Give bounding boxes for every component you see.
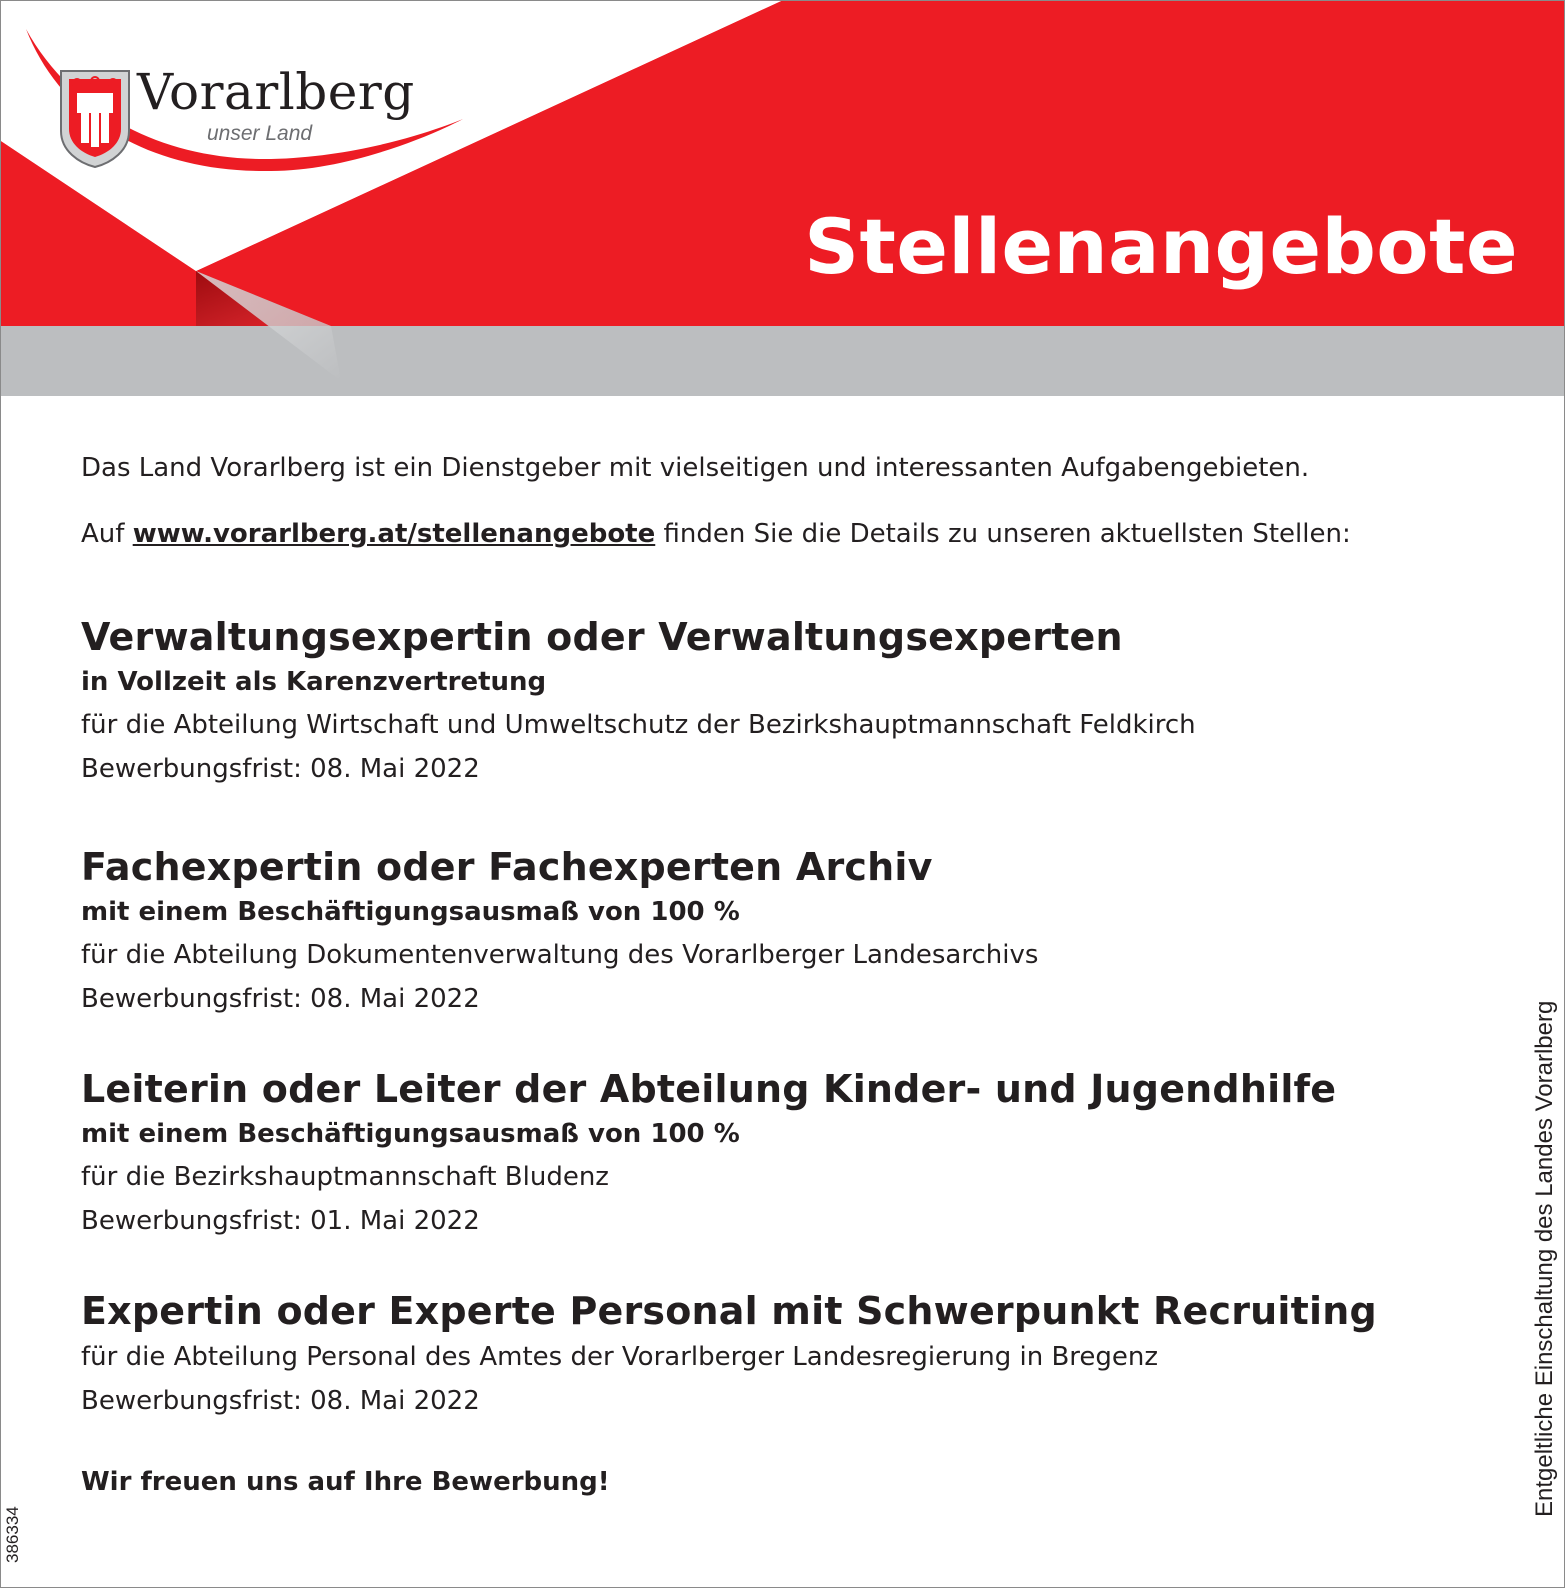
job-listing xyxy=(81,1065,1441,1243)
ad-number: 386334 xyxy=(3,1506,22,1563)
job-department: für die Abteilung Wirtschaft und Umweltschutz der Bezirkshauptmannschaft Feldkirch xyxy=(81,710,1196,740)
job-listing xyxy=(81,843,1441,1021)
intro-text xyxy=(81,451,1441,485)
intro-suffix: finden Sie die Details zu unseren aktuellsten Stellen: xyxy=(655,519,1351,549)
jobs-website-link[interactable]: www.vorarlberg.at/stellenangebote xyxy=(132,519,656,549)
job-listing xyxy=(81,613,1441,791)
closing-text: Wir freuen uns auf Ihre Bewerbung! xyxy=(81,1467,610,1497)
job-deadline: Bewerbungsfrist: 01. Mai 2022 xyxy=(81,1206,480,1236)
logo-tagline: unser Land xyxy=(207,122,313,145)
job-title: Expertin oder Experte Personal mit Schwerpunkt Recruiting xyxy=(81,1289,1377,1333)
job-department: für die Abteilung Dokumentenverwaltung des Vorarlberger Landesarchivs xyxy=(81,940,1039,970)
header-graphic xyxy=(1,1,1564,401)
job-deadline: Bewerbungsfrist: 08. Mai 2022 xyxy=(81,984,480,1014)
job-department: für die Abteilung Personal des Amtes der Vorarlberger Landesregierung in Bregenz xyxy=(81,1342,1159,1372)
job-subtitle: in Vollzeit als Karenzvertretung xyxy=(81,667,547,697)
job-deadline: Bewerbungsfrist: 08. Mai 2022 xyxy=(81,1386,480,1416)
job-deadline: Bewerbungsfrist: 08. Mai 2022 xyxy=(81,754,480,784)
intro-link-line xyxy=(81,517,1441,551)
job-title: Verwaltungsexpertin oder Verwaltungsexperten xyxy=(81,615,1123,659)
job-title: Fachexpertin oder Fachexperten Archiv xyxy=(81,845,933,889)
page-title: Stellenangebote xyxy=(804,202,1518,291)
job-title: Leiterin oder Leiter der Abteilung Kinder- und Jugendhilfe xyxy=(81,1067,1337,1111)
logo-wordmark: Vorarlberg xyxy=(137,63,415,121)
gray-band xyxy=(1,326,1564,396)
job-department: für die Bezirkshauptmannschaft Bludenz xyxy=(81,1162,609,1192)
coat-of-arms-icon xyxy=(61,71,129,167)
main-content xyxy=(81,451,1441,1499)
job-subtitle: mit einem Beschäftigungsausmaß von 100 % xyxy=(81,897,740,927)
intro-prefix: Auf xyxy=(81,519,133,549)
intro-line-1: Das Land Vorarlberg ist ein Dienstgeber mit vielseitigen und interessanten Aufgabengebieten. xyxy=(81,453,1310,483)
side-note: Entgeltliche Einschaltung des Landes Vorarlberg xyxy=(1531,1000,1558,1517)
job-subtitle: mit einem Beschäftigungsausmaß von 100 % xyxy=(81,1119,740,1149)
job-listing xyxy=(81,1287,1441,1423)
